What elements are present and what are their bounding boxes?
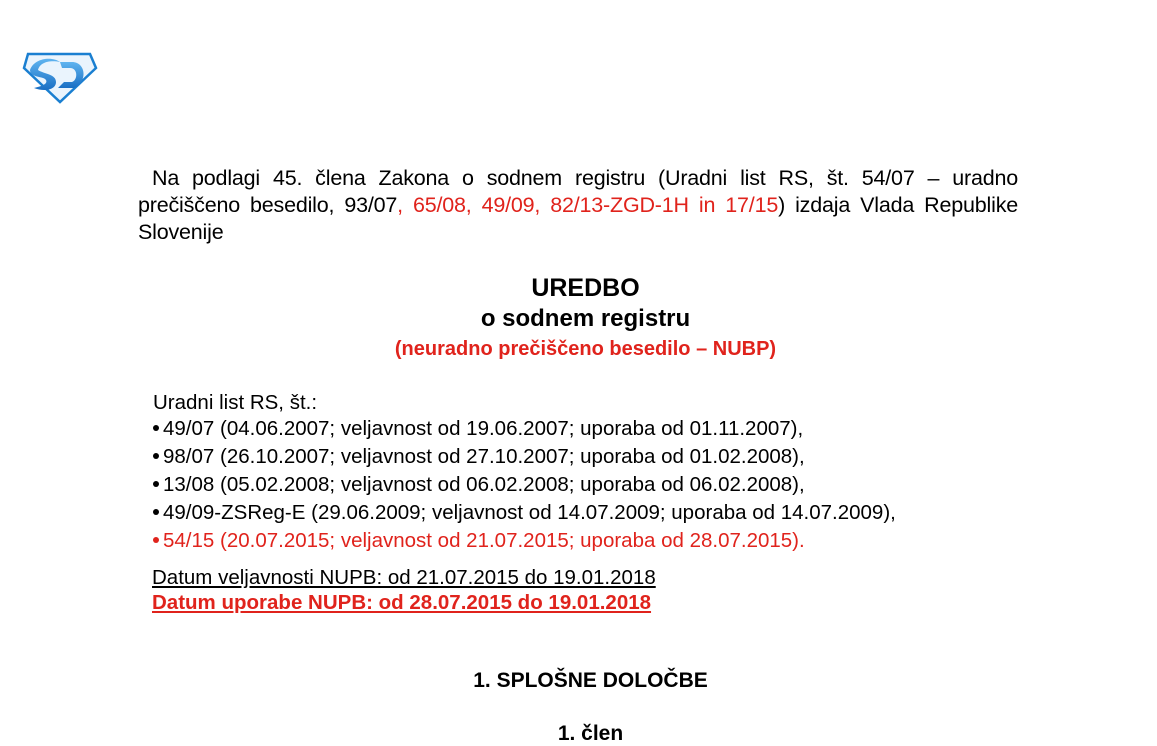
gazette-entry <box>148 443 896 471</box>
unofficial-consolidation-note: (neuradno prečiščeno besedilo – NUBP) <box>394 338 777 360</box>
validity-date: Datum veljavnosti NUPB: od 21.07.2015 do 19.01.2018 <box>152 566 656 589</box>
gazette-entry-text: 13/08 (05.02.2008; veljavnost od 06.02.2008; uporaba od 06.02.2008), <box>163 473 805 496</box>
intro-paragraph <box>138 165 1018 246</box>
gazette-entry-highlighted <box>148 527 896 555</box>
bullet-icon <box>153 509 159 515</box>
article-heading: 1. člen <box>557 722 624 745</box>
document-title: UREDBO <box>531 274 640 302</box>
bullet-icon <box>153 481 159 487</box>
document-subtitle: o sodnem registru <box>480 305 691 332</box>
sd-logo-icon <box>20 48 98 104</box>
application-date: Datum uporabe NUPB: od 28.07.2015 do 19.01.2018 <box>152 591 652 614</box>
gazette-heading: Uradni list RS, št.: <box>153 391 318 414</box>
section-heading: 1. SPLOŠNE DOLOČBE <box>473 669 708 692</box>
gazette-entry-text: 98/07 (26.10.2007; veljavnost od 27.10.2007; uporaba od 01.02.2008), <box>163 445 805 468</box>
gazette-entry-text: 49/07 (04.06.2007; veljavnost od 19.06.2007; uporaba od 01.11.2007), <box>163 417 804 440</box>
bullet-icon <box>153 425 159 431</box>
gazette-entry <box>148 471 896 499</box>
bullet-icon <box>153 537 159 543</box>
gazette-list <box>148 415 896 555</box>
nupb-dates <box>152 565 656 615</box>
gazette-entry <box>148 415 896 443</box>
amendments-highlight: , 65/08, 49/09, 82/13-ZGD-1H in 17/15 <box>397 193 779 217</box>
bullet-icon <box>153 453 159 459</box>
intro-text-end: ) izdaja Vlada Republike Slovenije <box>138 193 1018 244</box>
title-block <box>0 272 1157 364</box>
gazette-entry-text: 49/09-ZSReg-E (29.06.2009; veljavnost od 14.07.2009; uporaba od 14.07.2009), <box>163 501 896 524</box>
intro-text: Na podlagi 45. člena Zakona o sodnem registru (Uradni list RS, št. 54/07 – uradno prečiščeno besedilo, 93/07 <box>138 166 1018 217</box>
gazette-entry <box>148 499 896 527</box>
gazette-entry-text: 54/15 (20.07.2015; veljavnost od 21.07.2015; uporaba od 28.07.2015). <box>163 529 805 552</box>
